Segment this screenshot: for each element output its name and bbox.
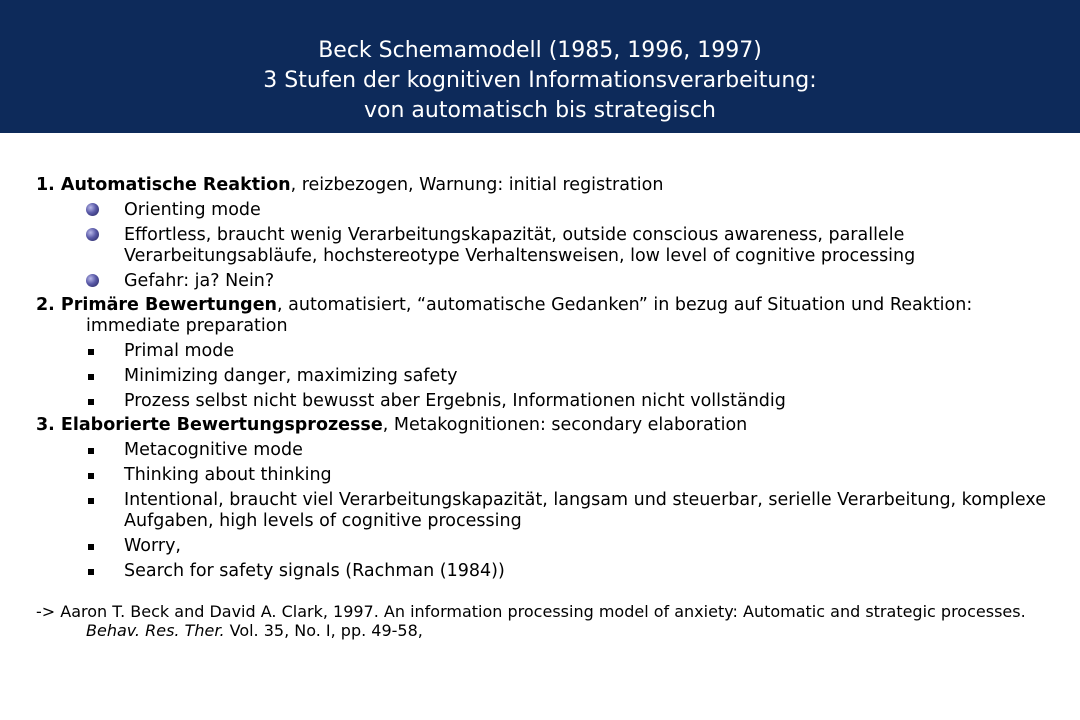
square-bullet-icon bbox=[88, 349, 94, 355]
reference-prefix: -> Aaron T. Beck and David A. Clark, 1997. An information processing model of anxiety: Automatic and strategic processes. bbox=[36, 602, 1026, 621]
list-item bbox=[36, 341, 1046, 362]
list-item-text: Minimizing danger, maximizing safety bbox=[124, 366, 458, 386]
list-item-text: Thinking about thinking bbox=[124, 465, 332, 485]
list-item-text: Metacognitive mode bbox=[124, 440, 303, 460]
list-item-text: Primal mode bbox=[124, 341, 235, 361]
reference-citation bbox=[36, 602, 1046, 640]
square-bullet-icon bbox=[88, 399, 94, 405]
section-1-heading bbox=[36, 175, 1046, 196]
list-item bbox=[36, 490, 1046, 532]
section-2-title: 2. Primäre Bewertungen bbox=[36, 295, 278, 315]
square-bullet-icon bbox=[88, 448, 94, 454]
section-1-description: , reizbezogen, Warnung: initial registration bbox=[290, 175, 664, 195]
list-item bbox=[36, 271, 1046, 292]
list-item bbox=[36, 225, 1046, 267]
list-item-text: Search for safety signals (Rachman (1984)) bbox=[124, 561, 505, 581]
list-item-text: Intentional, braucht viel Verarbeitungskapazität, langsam und steuerbar, serielle Verarbeitung, komplexe Aufgaben, high levels of cognitive processing bbox=[124, 490, 1046, 531]
list-item-text: Prozess selbst nicht bewusst aber Ergebnis, Informationen nicht vollständig bbox=[124, 391, 786, 411]
list-item-text: Gefahr: ja? Nein? bbox=[124, 271, 275, 291]
square-bullet-icon bbox=[88, 473, 94, 479]
slide-title bbox=[0, 0, 1080, 133]
square-bullet-icon bbox=[88, 498, 94, 504]
reference-suffix: Vol. 35, No. I, pp. 49-58, bbox=[224, 621, 423, 640]
section-3-heading bbox=[36, 415, 1046, 436]
section-2-heading bbox=[36, 295, 1046, 337]
square-bullet-icon bbox=[88, 374, 94, 380]
sphere-bullet-icon bbox=[86, 203, 99, 216]
list-item-text: Orienting mode bbox=[124, 200, 261, 220]
sphere-bullet-icon bbox=[86, 274, 99, 287]
list-item-text: Effortless, braucht wenig Verarbeitungskapazität, outside conscious awareness, parallele Verarbeitungsabläufe, hochstereotype Verhaltensweisen, low level of cognitive processing bbox=[124, 225, 916, 266]
reference-journal: Behav. Res. Ther. bbox=[86, 621, 225, 640]
square-bullet-icon bbox=[88, 544, 94, 550]
section-1-title: 1. Automatische Reaktion bbox=[36, 175, 291, 195]
sphere-bullet-icon bbox=[86, 228, 99, 241]
list-item bbox=[36, 391, 1046, 412]
square-bullet-icon bbox=[88, 569, 94, 575]
title-line-1: Beck Schemamodell (1985, 1996, 1997) bbox=[318, 38, 762, 63]
section-3-description: , Metakognitionen: secondary elaboration bbox=[382, 415, 748, 435]
title-line-2: 3 Stufen der kognitiven Informationsverarbeitung: bbox=[263, 68, 817, 93]
list-item-text: Worry, bbox=[124, 536, 181, 556]
title-line-3: von automatisch bis strategisch bbox=[364, 98, 716, 123]
list-item bbox=[36, 561, 1046, 582]
section-2-description: , automatisiert, “automatische Gedanken” in bezug auf Situation und Reaktion: immediate preparation bbox=[86, 295, 973, 336]
list-item bbox=[36, 536, 1046, 557]
list-item bbox=[36, 366, 1046, 387]
list-item bbox=[36, 465, 1046, 486]
section-3-title: 3. Elaborierte Bewertungsprozesse bbox=[36, 415, 383, 435]
slide-body bbox=[36, 172, 1046, 640]
list-item bbox=[36, 440, 1046, 461]
list-item bbox=[36, 200, 1046, 221]
